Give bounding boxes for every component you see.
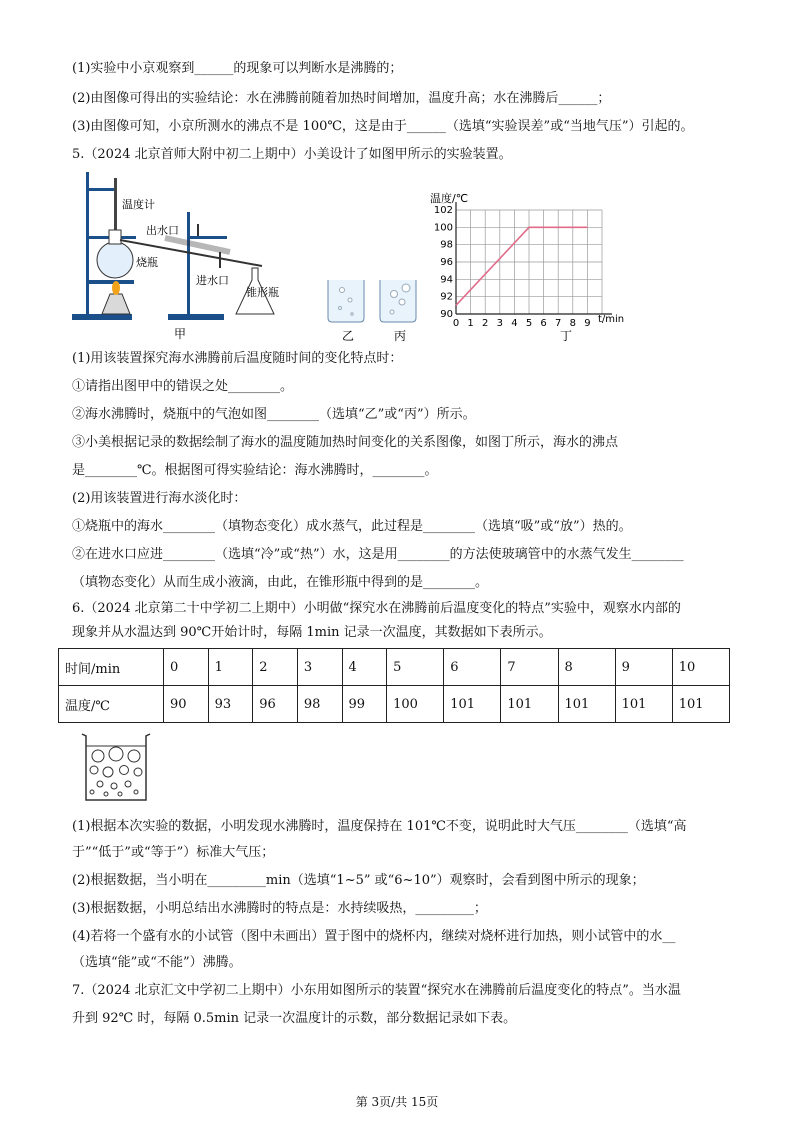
table-cell: 101 xyxy=(501,686,558,723)
question-line: ②海水沸腾时，烧瓶中的气泡如图________（选填“乙”或“丙”）所示。 xyxy=(72,407,476,422)
y-tick-label: 100 xyxy=(433,222,453,234)
table-cell: 2 xyxy=(253,649,298,686)
table-cell: 93 xyxy=(208,686,253,723)
question-line: (4)若将一个盛有水的小试管（图中未画出）置于图中的烧杯内，继续对烧杯进行加热，则小试管中的水__ xyxy=(72,929,676,944)
question-line: (1)实验中小京观察到______的现象可以判断水是沸腾的； xyxy=(72,61,403,76)
question-line: (2)根据数据，当小明在_________min（选填“1~5” 或“6~10”）观察时，会看到图中所示的现象； xyxy=(72,873,645,888)
question-line: (2)由图像可得出的实验结论：水在沸腾前随着加热时间增加，温度升高；水在沸腾后______； xyxy=(72,91,611,106)
table-cell: 100 xyxy=(387,686,444,723)
table-cell: 3 xyxy=(297,649,342,686)
table-cell: 1 xyxy=(208,649,253,686)
question-line: (3)由图像可知，小京所测水的沸点不是 100℃，这是由于______（选填“实验误差”或“当地气压”）引起的。 xyxy=(72,119,694,134)
table-cell: 6 xyxy=(444,649,501,686)
figure-label-jia: 甲 xyxy=(174,327,187,340)
question-line: 升到 92℃ 时，每隔 0.5min 记录一次温度计的示数，部分数据记录如下表。 xyxy=(72,1011,517,1026)
table-cell: 5 xyxy=(387,649,444,686)
table-cell: 101 xyxy=(444,686,501,723)
x-tick-label: 8 xyxy=(569,318,576,329)
x-tick-label: 9 xyxy=(584,318,591,329)
y-tick-label: 94 xyxy=(440,274,453,286)
question-line: （选填“能”或“不能”）沸腾。 xyxy=(72,955,242,970)
question-title: 7.（2024 北京汇文中学初二上期中）小东用如图所示的装置“探究水在沸腾前后温度变化的特点”。当水温 xyxy=(72,983,681,998)
table-cell: 101 xyxy=(558,686,615,723)
table-header-cell: 时间/min xyxy=(59,649,164,686)
table-cell: 96 xyxy=(253,686,298,723)
table-cell: 7 xyxy=(501,649,558,686)
alcohol-lamp xyxy=(102,294,130,314)
table-cell: 98 xyxy=(297,686,342,723)
y-tick-label: 92 xyxy=(440,291,453,303)
table-header-cell: 温度/℃ xyxy=(59,686,164,723)
question-title: 现象并从水温达到 90℃开始计时，每隔 1min 记录一次温度，其数据如下表所示。 xyxy=(72,625,552,640)
table-cell: 101 xyxy=(615,686,672,723)
figure-label-ding: 丁 xyxy=(560,329,573,343)
question-line: ①请指出图甲中的错误之处________。 xyxy=(72,379,294,394)
question-line: （填物态变化）从而生成小液滴，由此，在锥形瓶中得到的是________。 xyxy=(72,575,489,590)
stand-base xyxy=(168,314,224,320)
question-line: ②在进水口应进________（选填“冷”或“热”）水，这是用________的方法使玻璃管中的水蒸气发生________ xyxy=(72,547,684,562)
x-tick-label: 6 xyxy=(540,318,547,329)
question-line: (1)用该装置探究海水沸腾前后温度随时间的变化特点时： xyxy=(72,351,403,366)
table-cell: 101 xyxy=(672,686,729,723)
table-row xyxy=(59,649,730,686)
y-tick-label: 102 xyxy=(433,205,453,216)
x-tick-label: 4 xyxy=(511,318,518,329)
apparatus-figure xyxy=(70,168,300,340)
label-conical-flask: 锥形瓶 xyxy=(246,286,279,299)
question-line: 是________℃。根据图可得实验结论：海水沸腾时，________。 xyxy=(72,463,438,478)
x-tick-label: 7 xyxy=(555,318,562,329)
table-cell: 99 xyxy=(342,686,387,723)
table-cell: 9 xyxy=(615,649,672,686)
table-cell: 10 xyxy=(672,649,729,686)
question-line: ①烧瓶中的海水________（填物态变化）成水蒸气，此过程是________（选填“吸”或“放”）热的。 xyxy=(72,519,632,534)
question-title: 5.（2024 北京首师大附中初二上期中）小美设计了如图甲所示的实验装置。 xyxy=(72,147,512,162)
page-footer: 第 3页/共 15页 xyxy=(355,1095,439,1109)
temperature-chart xyxy=(420,188,630,344)
question-line: (3)根据数据，小明总结出水沸腾时的特点是：水持续吸热，_________； xyxy=(72,901,487,916)
label-thermometer: 温度计 xyxy=(122,198,155,211)
x-tick-label: 5 xyxy=(525,318,533,329)
question-line: (1)根据本次实验的数据，小明发现水沸腾时，温度保持在 101℃不变，说明此时大气压________（选填“高 xyxy=(72,819,687,834)
beaker-yi xyxy=(328,280,364,322)
label-water-out: 出水口 xyxy=(146,224,179,237)
table-cell: 8 xyxy=(558,649,615,686)
figure-label-yi: 乙 xyxy=(342,329,355,343)
table-cell: 90 xyxy=(164,686,209,723)
table-row xyxy=(59,686,730,723)
y-tick-label: 98 xyxy=(440,239,453,251)
beaker-bing xyxy=(380,280,416,322)
chart-ylabel: 温度/℃ xyxy=(430,192,469,205)
series-line xyxy=(456,227,587,305)
x-tick-label: 3 xyxy=(496,318,503,329)
boiling-beaker-figure xyxy=(76,730,156,806)
question-line: 于”“低于”或“等于”）标准大气压； xyxy=(72,845,275,860)
label-water-in: 进水口 xyxy=(196,274,229,287)
question-line: (2)用该装置进行海水淡化时： xyxy=(72,491,247,506)
figure-label-bing: 丙 xyxy=(394,329,407,343)
beaker-figures xyxy=(322,272,432,344)
stand-pole xyxy=(86,172,89,314)
stand-pole xyxy=(187,212,190,314)
x-tick-label: 1 xyxy=(467,318,474,329)
table-cell: 4 xyxy=(342,649,387,686)
label-flask: 烧瓶 xyxy=(136,256,158,269)
table-cell: 0 xyxy=(164,649,209,686)
stand-base xyxy=(72,314,132,320)
y-tick-label: 90 xyxy=(440,309,453,320)
flask xyxy=(97,242,133,278)
chart-xlabel: t/min xyxy=(598,314,625,325)
x-tick-label: 2 xyxy=(482,318,489,329)
question-title: 6.（2024 北京第二十中学初二上期中）小明做“探究水在沸腾前后温度变化的特点”实验中，观察水内部的 xyxy=(72,601,681,616)
question-line: ③小美根据记录的数据绘制了海水的温度随加热时间变化的关系图像，如图丁所示，海水的沸点 xyxy=(72,435,619,450)
x-tick-label: 0 xyxy=(452,318,460,329)
data-table xyxy=(58,648,730,723)
y-tick-label: 96 xyxy=(440,257,453,268)
